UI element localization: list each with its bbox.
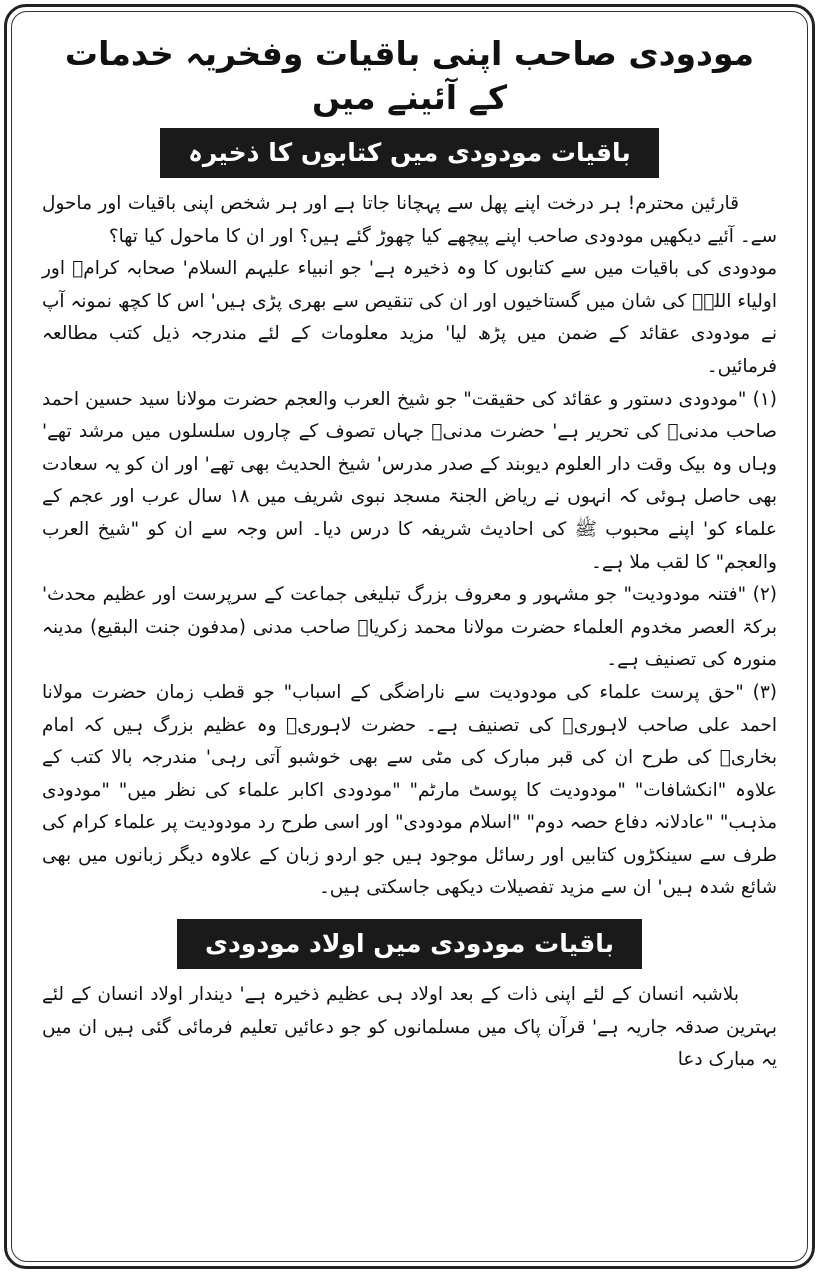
inner-border <box>11 11 808 1262</box>
book-item-3: (۳) "حق پرست علماء کی مودودیت سے ناراضگی کے اسباب" جو قطب زمان حضرت مولانا احمد علی صاحب لاہوریؒ کی تصنیف ہے۔ حضرت لاہوریؒ وہ عظیم بزرگ ہیں کہ امام بخاریؒ کی طرح ان کی قبر مبارک کی مٹی سے بھی خوشبو آتی رہی' مندرجہ بالا کتب کے علاوہ "انکشافات" "مودودیت کا پوسٹ مارٹم" "مودودی اکابر علماء کی نظر میں" "مودودی مذہب" "عادلانہ دفاع حصہ دوم" "اسلام مودودی" اور اسی طرح رد مودودیت پر علماء کرام کی طرف سے سینکڑوں کتابیں اور رسائل موجود ہیں جو اردو زبان کے علاوہ دیگر زبانوں میں بھی شائع شدہ ہیں' ان سے مزید تفصیلات دیکھی جاسکتی ہیں۔ <box>42 681 777 899</box>
book-item-1: (۱) "مودودی دستور و عقائد کی حقیقت" جو شیخ العرب والعجم حضرت مولانا سید حسین احمد صاحب مدنیؒ کی تحریر ہے' حضرت مدنیؒ جہاں تصوف کے چاروں سلسلوں میں مرشد تھے' وہاں وہ بیک وقت دار العلوم دیوبند کے صدر مدرس' شیخ الحدیث بھی تھے' اور ان کو یہ سعادت بھی حاصل ہوئی کہ انہوں نے ریاض الجنۃ مسجد نبوی شریف میں ۱۸ سال عرب اور عجم کے علماء کو' اپنے محبوب ﷺ کی احادیث شریفہ کا درس دیا۔ اس وجہ سے ان کو "شیخ العرب والعجم" کا لقب ملا ہے۔ <box>42 388 777 573</box>
article-body <box>42 32 777 1077</box>
books-paragraph: مودودی کی باقیات میں سے کتابوں کا وہ ذخیرہ ہے' جو انبیاء علیہم السلام' صحابہ کرامؓ اور اولیاء اللہؒ کی شان میں گستاخیوں اور ان کی تنقیص سے بھری پڑی ہیں' اس کا کچھ نمونہ آپ نے مودودی عقائد کے ضمن میں پڑھ لیا' مزید معلومات کے لئے مندرجہ ذیل کتب مطالعہ فرمائیں۔ <box>42 258 777 377</box>
book-item-2: (۲) "فتنہ مودودیت" جو مشہور و معروف بزرگ تبلیغی جماعت کے سرپرست اور عظیم محدث' برکۃ العصر مخدوم العلماء حضرت مولانا محمد زکریاؒ صاحب مدنی (مدفون جنت البقیع) مدینہ منورہ کی تصنیف ہے۔ <box>42 584 777 671</box>
intro-paragraph: قارئین محترم! ہر درخت اپنے پھل سے پہچانا جاتا ہے اور ہر شخص اپنی باقیات اور ماحول سے۔ آئیے دیکھیں مودودی صاحب اپنے پیچھے کیا چھوڑ گئے ہیں؟ اور ان کا ماحول کیا تھا؟ <box>42 193 777 247</box>
section-heading-children: باقیات مودودی میں اولاد مودودی <box>177 919 642 969</box>
page-title: مودودی صاحب اپنی باقیات وفخریہ خدمات کے آئینے میں <box>64 34 755 117</box>
section-heading-books: باقیات مودودی میں کتابوں کا ذخیرہ <box>160 128 659 178</box>
children-paragraph: بلاشبہ انسان کے لئے اپنی ذات کے بعد اولاد ہی عظیم ذخیرہ ہے' دیندار اولاد انسان کے لئے بہترین صدقہ جاریہ ہے' قرآن پاک میں مسلمانوں کو جو دعائیں تعلیم فرمائی گئی ہیں ان میں یہ مبارک دعا <box>42 984 777 1071</box>
